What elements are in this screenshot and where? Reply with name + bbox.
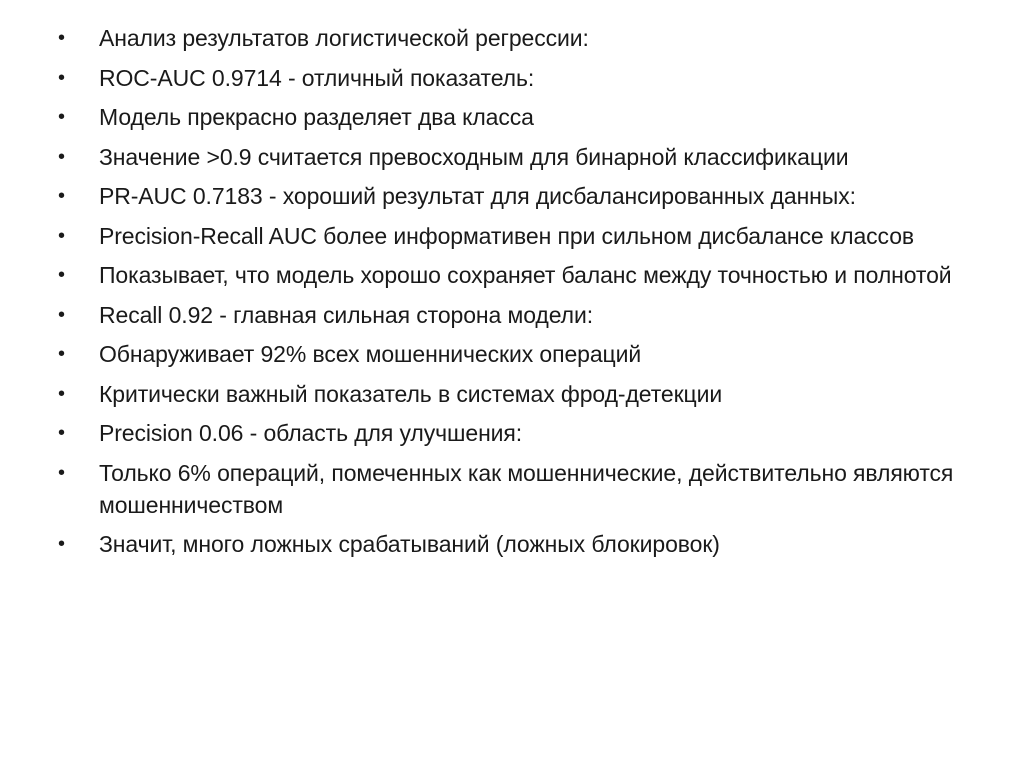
bullet-icon: • [58,224,65,247]
bullet-item [58,338,978,370]
bullet-text: Модель прекрасно разделяет два класса [99,104,534,130]
bullet-text: Precision 0.06 - область для улучшения: [99,420,523,446]
bullet-item [58,378,978,410]
bullet-text: Критически важный показатель в системах фрод-детекции [99,380,723,407]
bullet-icon: • [58,185,65,207]
bullet-item [58,259,978,291]
bullet-text: PR-AUC 0.7183 - хороший результат для дисбалансированных данных: [99,183,856,209]
bullet-icon: • [58,461,65,484]
bullet-icon: • [58,27,65,49]
bullet-item [58,528,978,560]
bullet-item [58,457,978,521]
bullet-icon: • [58,382,65,405]
bullet-icon: • [58,303,65,326]
bullet-icon: • [58,343,65,365]
bullet-item [58,299,978,331]
bullet-item [58,180,978,212]
bullet-text: Precision-Recall AUC более информативен при сильном дисбалансе классов [99,222,915,249]
bullet-text: Только 6% операций, помеченных как мошеннические, действительно являются мошенничеством [99,459,954,518]
bullet-item [58,101,978,133]
bullet-text: Анализ результатов логистической регрессии: [99,25,589,51]
bullet-icon: • [58,264,65,286]
bullet-text: Обнаруживает 92% всех мошеннических операций [99,341,642,367]
bullet-text: Recall 0.92 - главная сильная сторона модели: [99,301,593,328]
bullet-item [58,417,978,449]
bullet-text: Значит, много ложных срабатываний (ложных блокировок) [99,531,720,557]
bullet-icon: • [58,66,65,89]
bullet-icon: • [58,106,65,128]
bullet-text: ROC-AUC 0.9714 - отличный показатель: [99,64,535,91]
bullet-icon: • [58,533,65,555]
bullet-item [58,141,978,173]
bullet-list [58,22,978,568]
bullet-item [58,220,978,252]
bullet-text: Показывает, что модель хорошо сохраняет баланс между точностью и полнотой [99,262,952,288]
bullet-icon: • [58,145,65,168]
bullet-item [58,22,978,54]
bullet-item [58,62,978,94]
bullet-text: Значение >0.9 считается превосходным для бинарной классификации [99,143,849,170]
bullet-icon: • [58,422,65,444]
